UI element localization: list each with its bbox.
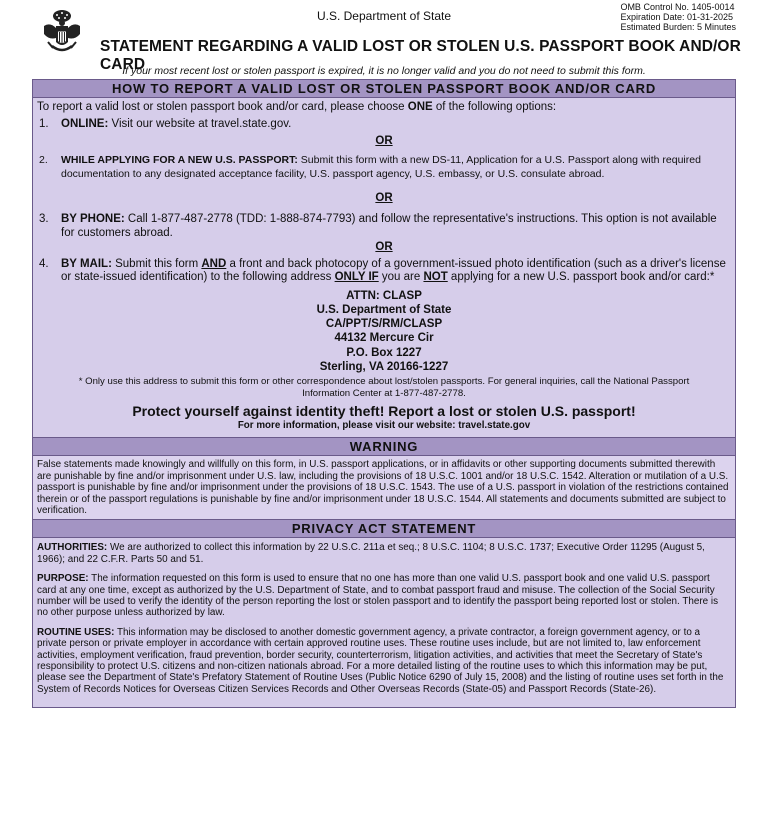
option-text: a front and back photocopy of a government-issued photo identification (such as a driver's license or state-issued identification) to the following address [61,257,726,283]
option-phone [37,213,731,240]
omb-control-number: OMB Control No. 1405-0014 [620,2,735,12]
routine-uses-paragraph [37,627,731,695]
option-text: applying for a new U.S. passport book and/or card:* [447,271,715,283]
omb-control-info [620,2,736,32]
intro-text: To report a valid lost or stolen passport book and/or card, please choose [37,101,408,113]
emphasis-not: NOT [423,271,448,283]
intro-text-end: of the following options: [432,101,557,113]
or-divider: OR [375,135,393,147]
purpose-paragraph [37,573,731,619]
paragraph-text: This information may be disclosed to another domestic government agency, a private contractor, a foreign government agency, or to a private person or private employer in accordance with certain approved routine uses. These routine uses include, but are not limited to, law enforcement activities, employment verification, fraud prevention, border security, counterterrorism, litigation activities, and activities that meet the Secretary of State's responsibility to protect U.S. citizens and non-citizen nationals abroad. For a more detailed listing of the routine uses to which this information may be put, please see the Department of State's Prefatory Statement of Routine Uses (Public Notice 6290 of July 15, 2008) and the listing of routine uses set forth in the System of Records Notices for Overseas Citizen Services Records and Other Overseas Records (State-05) and Passport Records (State-26). [37,626,724,695]
mailing-address [37,289,731,375]
warning-text: False statements made knowingly and willfully on this form, in U.S. passport applications, or in affidavits or other supporting documents submitted therewith are punishable by fine and/or imprisonment under U.S. law, including the provisions of 18 U.S.C. 1001 and/or 18 U.S.C. 1542. Alteration or mutilation of a U.S. passport is punishable by fine and/or imprisonment under the provisions of 18 U.S.C. 1543. The use of a U.S. passport in violation of the restrictions contained therein or of the passport regulations is punishable by fine and/or imprisonment under 18 U.S.C. 1544. All statements and documents submitted are subject to verification. [33,456,735,519]
report-section-heading: HOW TO REPORT A VALID LOST OR STOLEN PASSPORT BOOK AND/OR CARD [33,80,735,98]
paragraph-label: AUTHORITIES: [37,542,108,554]
address-line: P.O. Box 1227 [346,346,422,359]
emphasis-only-if: ONLY IF [334,271,379,283]
option-new-passport [37,153,731,182]
omb-estimated-burden: Estimated Burden: 5 Minutes [620,22,736,32]
identity-theft-callout: Protect yourself against identity theft! Report a lost or stolen U.S. passport! [132,403,636,420]
privacy-act-statement [33,538,735,707]
expired-passport-note: If your most recent lost or stolen passport is expired, it is no longer valid and you do not need to submit this form. [122,65,646,77]
report-options [33,98,735,437]
option-number: 3. [39,213,49,225]
paragraph-text: The information requested on this form is used to ensure that no one has more than one valid U.S. passport book and one valid U.S. passport card at any one time, except as authorized by the U.S. Department of State, and to combat passport fraud and misuse. The collection of the Social Security number will be used to verify the identity of the person reporting the lost or stolen passport and to identify the passport being reported lost or stolen. There is no other purpose unless authorized by law. [37,573,719,619]
intro-emphasis: ONE [407,101,433,113]
address-line: Sterling, VA 20166-1227 [319,360,449,373]
emphasis-and: AND [201,257,227,270]
privacy-heading: PRIVACY ACT STATEMENT [33,519,735,538]
warning-heading: WARNING [33,437,735,456]
more-info-line: For more information, please visit our website: travel.state.gov [237,419,531,431]
authorities-paragraph [37,542,731,565]
department-name: U.S. Department of State [316,9,452,23]
option-label: WHILE APPLYING FOR A NEW U.S. PASSPORT: [61,153,298,166]
address-line: CA/PPT/S/RM/CLASP [325,318,443,331]
address-line: 44132 Mercure Cir [334,332,434,345]
option-label: BY PHONE: [61,213,125,225]
option-number: 4. [39,257,49,270]
address-line: U.S. Department of State [316,303,452,316]
paragraph-text: We are authorized to collect this information by 22 U.S.C. 211a et seq.; 8 U.S.C. 1104; 8 U.S.C. 1737; Executive Order 11295 (August 5, 1966); and 22 C.F.R. Parts 50 and 51. [37,542,705,565]
paragraph-label: PURPOSE: [37,573,89,585]
or-divider: OR [375,241,393,253]
address-line: ATTN: CLASP [346,289,422,302]
option-number: 1. [39,117,49,130]
option-text: Visit our website at travel.state.gov. [108,117,292,130]
omb-expiration-date: Expiration Date: 01-31-2025 [620,12,734,22]
paragraph-label: ROUTINE USES: [37,626,115,638]
option-text: Submit this form [111,257,202,270]
option-text: Call 1-877-487-2778 (TDD: 1-888-874-7793) and follow the representative's instructions. This option is not available for customers abroad. [61,213,717,239]
report-intro [37,101,731,115]
option-mail [37,258,731,285]
option-text: you are [378,271,424,283]
option-text: Submit this form with a new DS-11, Application for a U.S. Passport along with required documentation to any designated acceptance facility, U.S. passport agency, U.S. embassy, or U.S. consulate abroad. [61,153,701,180]
option-online [37,118,731,132]
form-title: STATEMENT REGARDING A VALID LOST OR STOLEN U.S. PASSPORT BOOK AND/OR CARD [100,38,741,73]
option-number: 2. [39,153,48,166]
or-divider: OR [375,191,393,204]
form-body [32,79,736,708]
option-label: BY MAIL: [61,257,112,270]
address-footnote: * Only use this address to submit this form or other correspondence about lost/stolen passports. For general inquiries, call the National Passport Information Center at 1-877-487-2778. [78,376,690,400]
option-label: ONLINE: [61,117,109,130]
